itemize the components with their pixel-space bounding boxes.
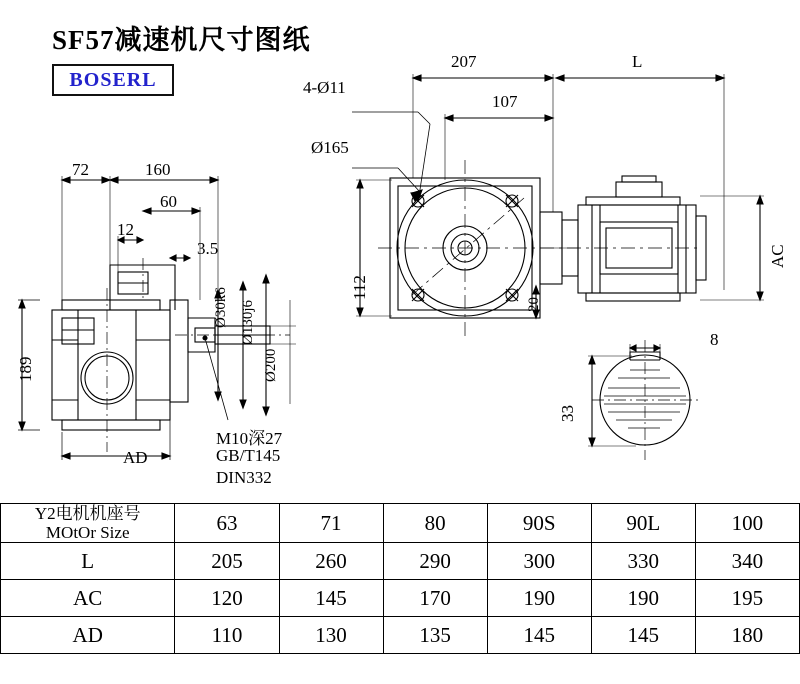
- row-label-AC: AC: [1, 580, 175, 617]
- cell-AC-3: 190: [487, 580, 591, 617]
- cell-AD-1: 130: [279, 617, 383, 654]
- dim-200: Ø200: [263, 348, 279, 382]
- brand-logo-text: BOSERL: [69, 68, 157, 91]
- row-label-AD: AD: [1, 617, 175, 654]
- dim-20: 20: [526, 297, 542, 312]
- header-line1: Y2电机机座号: [34, 504, 141, 523]
- dim-72: 72: [72, 160, 89, 179]
- dim-AC: AC: [768, 244, 787, 268]
- cell-L-2: 290: [383, 543, 487, 580]
- dim-112: 112: [350, 275, 369, 300]
- cell-AC-1: 145: [279, 580, 383, 617]
- cell-AD-4: 145: [591, 617, 695, 654]
- note-m10: M10深27: [216, 429, 283, 448]
- dim-key-8: 8: [710, 330, 719, 349]
- table-header-row: [1, 504, 800, 543]
- cell-L-0: 205: [175, 543, 279, 580]
- dim-L: L: [632, 52, 643, 71]
- note-din332: DIN332: [216, 468, 272, 487]
- header-size-4: 90L: [591, 504, 695, 543]
- table-row: [1, 580, 800, 617]
- dim-189: 189: [16, 356, 35, 382]
- dim-3-5: 3.5: [197, 239, 219, 258]
- cell-AD-2: 135: [383, 617, 487, 654]
- cell-L-4: 330: [591, 543, 695, 580]
- dim-207: 207: [451, 52, 477, 71]
- cell-AC-4: 190: [591, 580, 695, 617]
- row-label-L: L: [1, 543, 175, 580]
- header-size-0: 63: [175, 504, 279, 543]
- table-row: [1, 543, 800, 580]
- cell-AD-0: 110: [175, 617, 279, 654]
- dim-4-holes: 4-Ø11: [303, 78, 346, 97]
- cell-AC-2: 170: [383, 580, 487, 617]
- dim-30k6: Ø30k6: [213, 287, 229, 328]
- dim-160: 160: [145, 160, 171, 179]
- dim-12: 12: [117, 220, 134, 239]
- header-size-3: 90S: [487, 504, 591, 543]
- cell-L-3: 300: [487, 543, 591, 580]
- dim-60: 60: [160, 192, 177, 211]
- dim-AD: AD: [123, 448, 148, 467]
- dim-key-33: 33: [558, 405, 577, 422]
- table-row: [1, 617, 800, 654]
- page-title: SF57减速机尺寸图纸: [52, 25, 311, 55]
- header-size-5: 100: [695, 504, 799, 543]
- header-size-2: 80: [383, 504, 487, 543]
- header-size-1: 71: [279, 504, 383, 543]
- dim-d165: Ø165: [311, 138, 349, 157]
- cell-AC-5: 195: [695, 580, 799, 617]
- spec-table: [0, 503, 800, 654]
- cell-L-5: 340: [695, 543, 799, 580]
- cell-AD-3: 145: [487, 617, 591, 654]
- header-line2: MOtOr Size: [45, 523, 130, 542]
- cell-AC-0: 120: [175, 580, 279, 617]
- dim-130j6: Ø130j6: [240, 300, 256, 345]
- note-gbt145: GB/T145: [216, 446, 281, 465]
- cell-AD-5: 180: [695, 617, 799, 654]
- dim-107: 107: [492, 92, 518, 111]
- cell-L-1: 260: [279, 543, 383, 580]
- header-motor-size: [1, 504, 175, 543]
